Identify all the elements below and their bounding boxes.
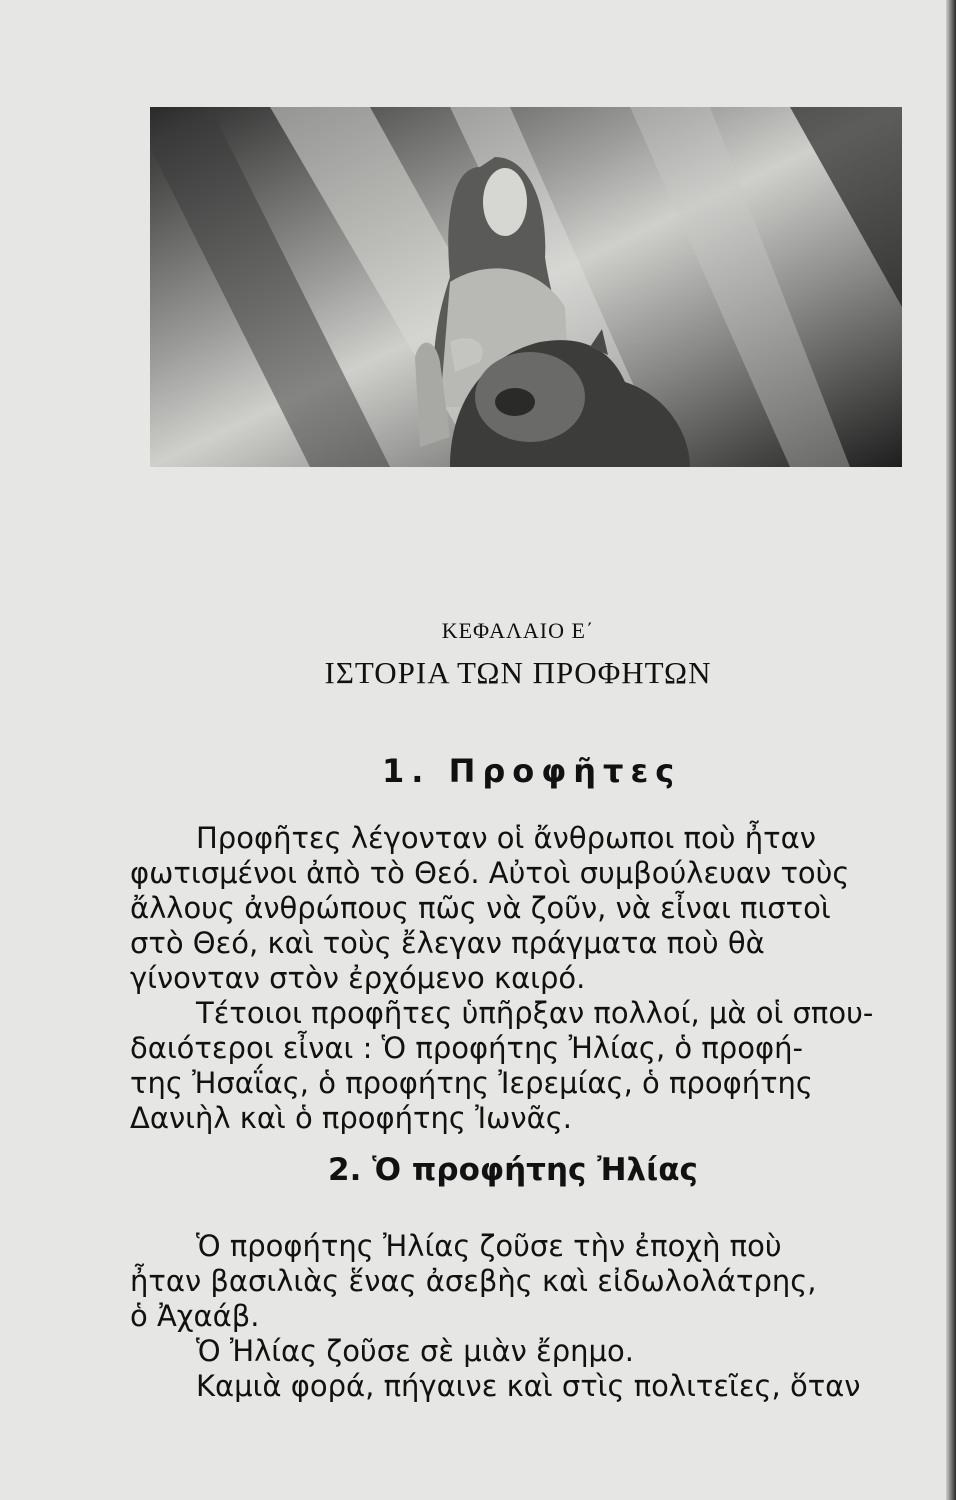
paragraph-line: Ὁ Ἠλίας ζοῦσε σὲ μιὰν ἔρημο. [196,1334,634,1368]
page-edge [946,0,956,1500]
paragraph-line: φωτισμένοι ἀπὸ τὸ Θεό. Αὐτοὶ συμβούλευαν τοὺς [130,856,850,890]
chapter-title: ΙΣΤΟΡΙΑ ΤΩΝ ΠΡΟΦΗΤΩΝ [324,655,712,690]
paragraph-line: ὁ Ἀχαάβ. [130,1299,260,1333]
paragraph-line: γίνονταν στὸν ἐρχόμενο καιρό. [130,961,586,995]
prophet-with-lion-icon [150,107,902,467]
paragraph-line: Ὁ προφήτης Ἠλίας ζοῦσε τὴν ἐποχὴ ποὺ [196,1229,782,1263]
chapter-illustration [150,107,902,467]
chapter-label: ΚΕΦΑΛΑΙΟ Ε΄ [441,618,595,643]
section-heading: 1. Προφῆτες [382,752,682,790]
paragraph-line: της Ἠσαΐας, ὁ προφήτης Ἰερεμίας, ὁ προφήτης [130,1066,813,1100]
section-heading: 2. Ὁ προφήτης Ἠλίας [328,1152,698,1188]
paragraph-line: Προφῆτες λέγονταν οἱ ἄνθρωποι ποὺ ἦταν [196,821,816,855]
paragraph-line: στὸ Θεό, καὶ τοὺς ἔλεγαν πράγματα ποὺ θὰ [130,926,765,960]
paragraph-line: Δανιὴλ καὶ ὁ προφήτης Ἰωνᾶς. [130,1101,572,1135]
paragraph-line: ἦταν βασιλιὰς ἕνας ἀσεβὴς καὶ εἰδωλολάτρης, [130,1264,817,1298]
paragraph-line: δαιότεροι εἶναι : Ὁ προφήτης Ἠλίας, ὁ προφή- [130,1031,803,1065]
paragraph-line: ἄλλους ἀνθρώπους πῶς νὰ ζοῦν, νὰ εἶναι πιστοὶ [130,891,831,925]
paragraph-line: Καμιὰ φορά, πήγαινε καὶ στὶς πολιτεῖες, ὅταν [196,1369,861,1403]
paragraph-line: Τέτοιοι προφῆτες ὑπῆρξαν πολλοί, μὰ οἱ σπου- [196,996,874,1030]
